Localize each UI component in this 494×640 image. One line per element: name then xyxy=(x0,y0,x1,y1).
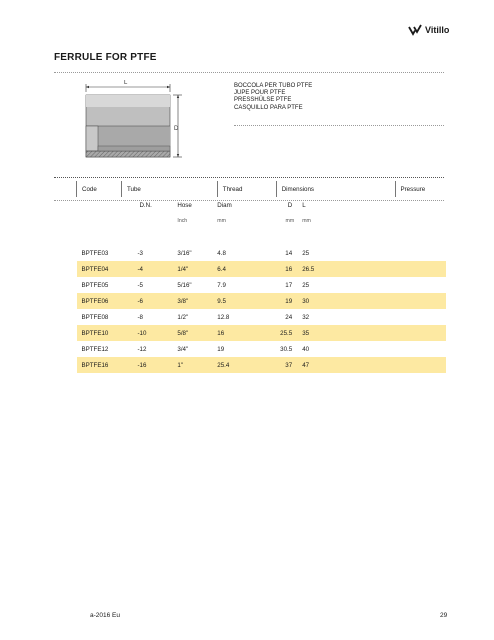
table-row xyxy=(77,245,447,261)
cell-code: BPTFE05 xyxy=(81,281,109,289)
cell-l: 40 xyxy=(302,345,310,353)
subheader-d: D xyxy=(287,201,293,209)
unit-d: mm xyxy=(285,218,295,224)
description-es: CASQUILLO PARA PTFE xyxy=(234,104,303,111)
page-title: FERRULE FOR PTFE xyxy=(54,52,157,63)
cell-code: BPTFE04 xyxy=(77,261,122,277)
table-row xyxy=(77,309,447,325)
table-row xyxy=(77,357,447,373)
header-pressure: Pressure xyxy=(396,181,446,197)
cell-diam: 7.9 xyxy=(217,281,226,289)
description-fr: JUPE POUR PTFE xyxy=(234,90,286,97)
description-divider xyxy=(234,125,444,126)
subheader-dn: D.N. xyxy=(139,201,152,209)
table-row xyxy=(77,325,447,341)
brand-name: Vitillo xyxy=(425,25,450,35)
description-de: PRESSHÜLSE PTFE xyxy=(234,97,292,104)
cell-diam: 4.8 xyxy=(217,249,226,257)
cell-d: 37 xyxy=(276,357,298,373)
spec-table xyxy=(76,181,446,373)
cell-d: 24 xyxy=(285,313,293,321)
unit-hose: Inch xyxy=(177,218,188,224)
title-divider xyxy=(54,72,444,73)
ferrule-diagram xyxy=(78,80,198,170)
cell-dn: -4 xyxy=(121,261,177,277)
product-descriptions xyxy=(234,83,312,112)
cell-code: BPTFE16 xyxy=(77,357,122,373)
cell-diam: 12.8 xyxy=(217,313,230,321)
cell-hose: 1/2" xyxy=(177,313,189,321)
description-it: BOCCOLA PER TUBO PTFE xyxy=(234,83,313,89)
cell-diam: 16 xyxy=(217,325,276,341)
cell-l: 25 xyxy=(302,281,310,289)
cell-hose: 3/4" xyxy=(177,345,189,353)
cell-dn: -5 xyxy=(137,281,143,289)
cell-d: 30.5 xyxy=(280,345,293,353)
header-dimensions: Dimensions xyxy=(276,181,396,197)
table-row xyxy=(77,277,447,293)
cell-hose: 3/8" xyxy=(177,293,217,309)
cell-d: 16 xyxy=(276,261,298,277)
cell-dn: -10 xyxy=(121,325,177,341)
header-code: Code xyxy=(77,181,122,197)
cell-code: BPTFE10 xyxy=(77,325,122,341)
cell-dn: -6 xyxy=(121,293,177,309)
cell-diam: 6.4 xyxy=(217,261,276,277)
cell-code: BPTFE08 xyxy=(81,313,109,321)
cell-hose: 5/8" xyxy=(177,325,217,341)
table-row xyxy=(77,341,447,357)
page-number: 29 xyxy=(440,612,448,619)
table-subheader-row xyxy=(77,197,447,213)
brand-logo xyxy=(408,24,449,36)
cell-dn: -3 xyxy=(137,249,143,257)
length-label: L xyxy=(124,80,128,86)
cell-dn: -12 xyxy=(137,345,147,353)
cell-dn: -16 xyxy=(121,357,177,373)
vitillo-logo-icon xyxy=(408,24,422,36)
cell-l: 25 xyxy=(302,249,310,257)
table-row xyxy=(77,261,447,277)
cell-hose: 1/4" xyxy=(177,261,217,277)
subheader-diam: Diam xyxy=(217,201,232,209)
cell-l: 26.5 xyxy=(298,261,396,277)
cell-d: 17 xyxy=(285,281,293,289)
cell-hose: 5/16" xyxy=(177,281,192,289)
cell-diam: 25.4 xyxy=(217,357,276,373)
cell-hose: 1" xyxy=(177,357,217,373)
cell-code: BPTFE06 xyxy=(77,293,122,309)
footer-edition: a-2016 Eu xyxy=(90,612,120,619)
cell-l: 47 xyxy=(298,357,396,373)
cell-dn: -8 xyxy=(137,313,143,321)
cell-l: 30 xyxy=(298,293,396,309)
table-body xyxy=(77,245,447,373)
table-header-row xyxy=(77,181,447,197)
cell-diam: 9.5 xyxy=(217,293,276,309)
cell-code: BPTFE12 xyxy=(81,345,109,353)
cell-hose: 3/16" xyxy=(177,249,192,257)
cell-d: 19 xyxy=(276,293,298,309)
diameter-label: D xyxy=(174,126,179,132)
cell-d: 25.5 xyxy=(276,325,298,341)
cell-l: 35 xyxy=(298,325,396,341)
unit-l: mm xyxy=(302,218,311,224)
subheader-hose: Hose xyxy=(177,201,192,209)
header-tube: Tube xyxy=(121,181,217,197)
table-units-row xyxy=(77,213,447,229)
table-top-rule xyxy=(54,177,444,178)
cell-diam: 19 xyxy=(217,345,225,353)
cell-d: 14 xyxy=(285,249,293,257)
unit-diam: mm xyxy=(217,218,226,224)
header-thread: Thread xyxy=(217,181,276,197)
subheader-l: L xyxy=(302,201,306,209)
table-row xyxy=(77,293,447,309)
cell-l: 32 xyxy=(302,313,310,321)
cell-code: BPTFE03 xyxy=(81,249,109,257)
